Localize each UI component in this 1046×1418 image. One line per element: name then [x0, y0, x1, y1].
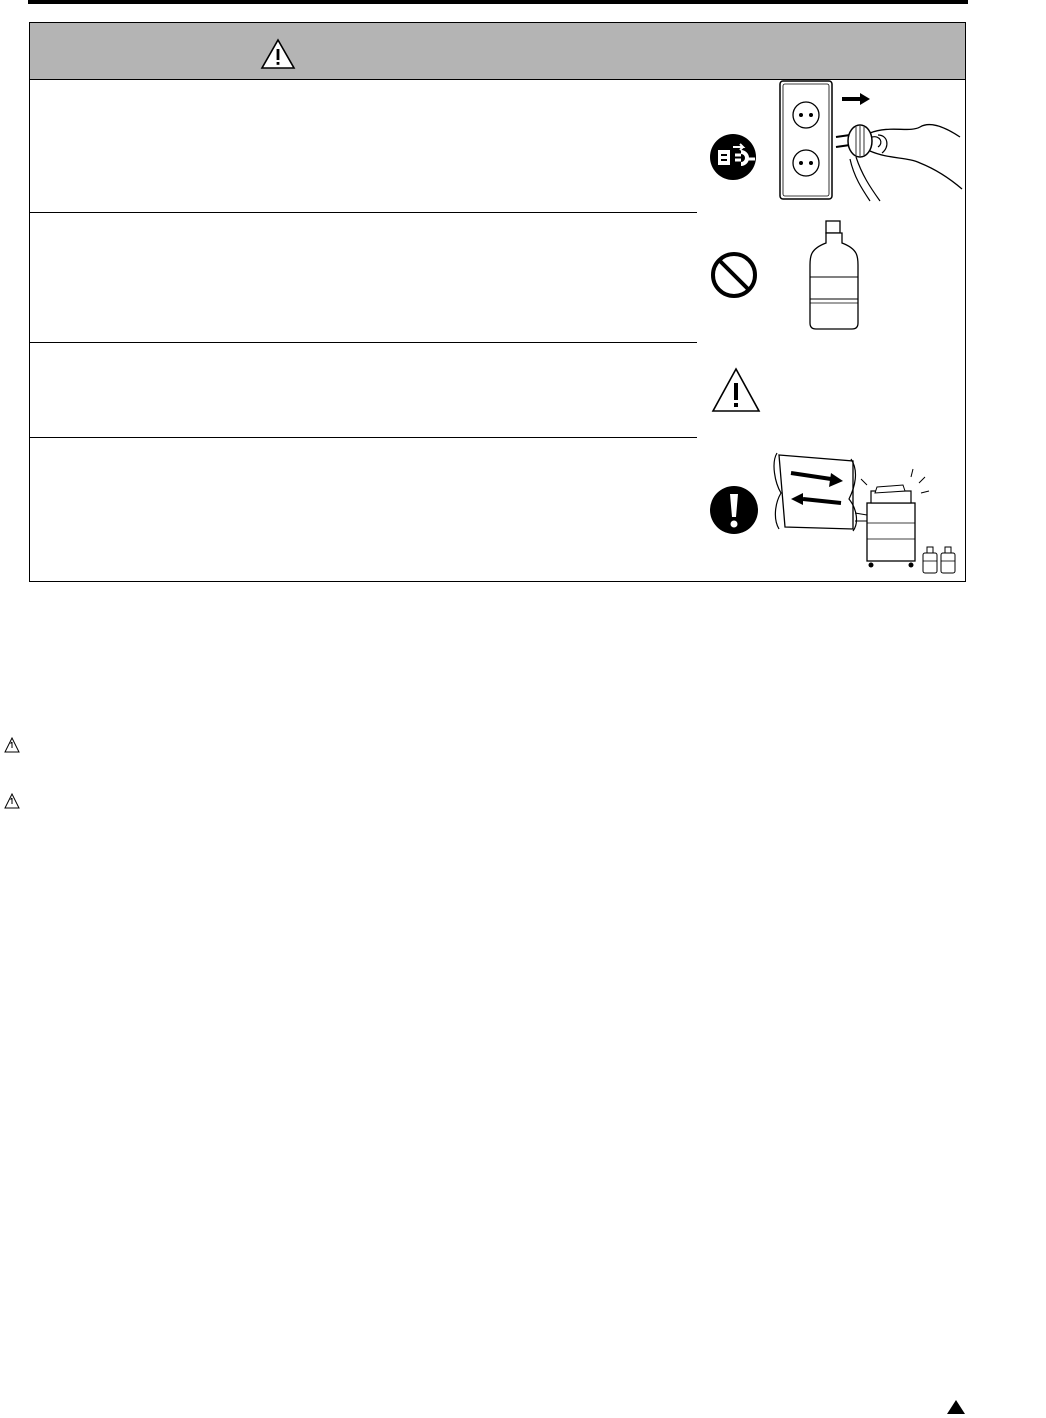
row-divider: [30, 437, 697, 438]
caution-table: [29, 22, 966, 582]
unplug-power-icon: [709, 133, 757, 181]
liquid-bottle-illustration: [806, 219, 862, 331]
caution-header: [30, 23, 965, 80]
continue-triangle-icon[interactable]: [946, 1399, 966, 1415]
small-warning-triangle-icon: [4, 793, 20, 809]
top-rule: [28, 0, 968, 4]
row-divider: [30, 212, 697, 213]
unplug-illustration: [770, 77, 966, 203]
warning-triangle-icon: [260, 38, 296, 70]
small-warning-triangle-icon: [4, 737, 20, 753]
prohibited-icon: [709, 250, 759, 300]
mandatory-action-icon: [709, 485, 759, 535]
row-divider: [30, 342, 697, 343]
ventilation-illustration: [771, 443, 971, 575]
caution-triangle-icon: [711, 367, 761, 413]
